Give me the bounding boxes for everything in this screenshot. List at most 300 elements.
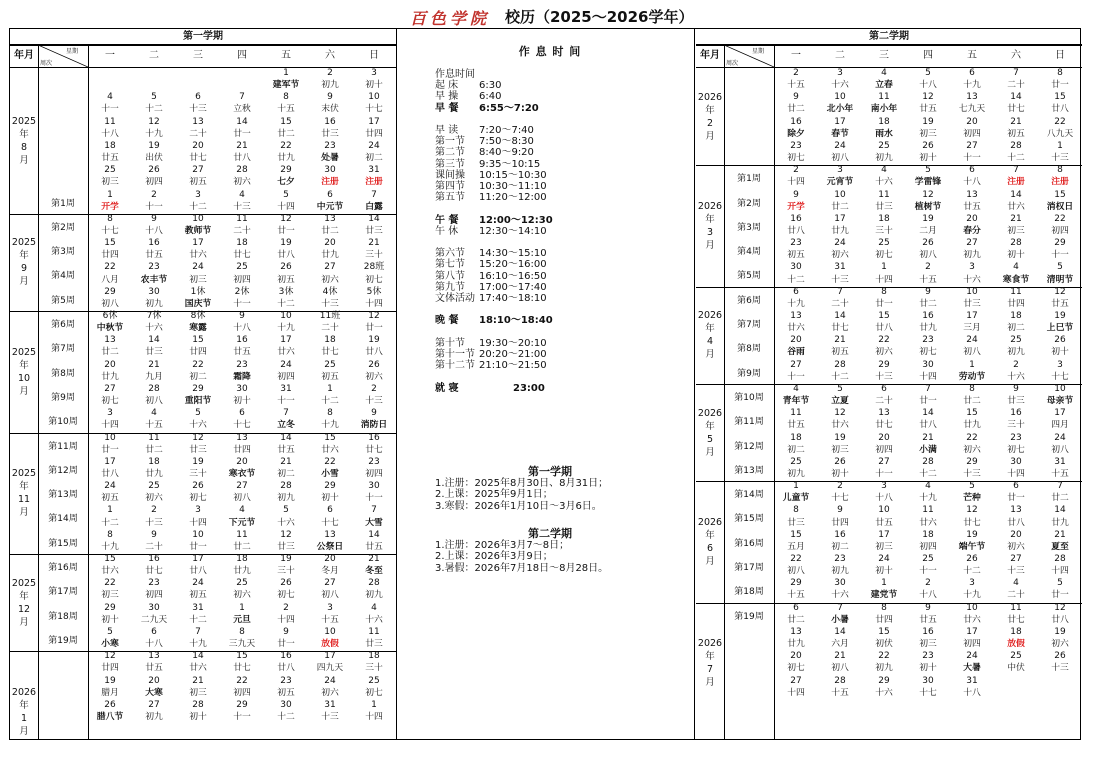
- schedule-item-label: 午 餐: [435, 214, 459, 226]
- date-cell: 8: [107, 213, 113, 224]
- date-cell: 19: [1054, 626, 1066, 637]
- date-cell: 30: [324, 165, 336, 176]
- date-row: [774, 457, 1082, 468]
- lunar-cell: 十九: [101, 541, 119, 552]
- lunar-cell: 廿四: [1007, 298, 1025, 309]
- lunar-cell: 十二: [189, 614, 207, 625]
- schedule-item-label: 课间操: [435, 169, 465, 181]
- lunar-cell: 廿三: [1007, 396, 1025, 407]
- schedule-row: [435, 125, 553, 136]
- lunar-cell: 南小年: [870, 104, 898, 115]
- lunar-cell: 雨水: [875, 128, 893, 139]
- date-cell: 30: [148, 286, 160, 297]
- lunar-cell: 廿九: [145, 468, 163, 479]
- date-cell: 27: [790, 359, 802, 370]
- schedule-row: [435, 80, 553, 91]
- weekday-7: 日: [1055, 50, 1065, 61]
- date-row: [88, 214, 396, 225]
- date-row: [88, 457, 396, 468]
- date-cell: 19: [148, 140, 160, 151]
- lunar-cell: 廿九: [963, 420, 981, 431]
- lunar-row: [88, 299, 396, 310]
- date-cell: 17: [280, 335, 292, 346]
- lunar-cell: 初九: [875, 153, 893, 164]
- date-cell: 23: [922, 651, 934, 662]
- date-cell: 26: [1054, 335, 1066, 346]
- lunar-cell: 大暑: [963, 663, 981, 674]
- lunar-cell: 十二: [919, 468, 937, 479]
- date-cell: 11: [368, 626, 380, 637]
- date-cell: 6: [969, 68, 975, 78]
- lunar-cell: 初二: [831, 541, 849, 552]
- date-cell: 9: [1013, 383, 1019, 394]
- date-cell: 19: [922, 116, 934, 127]
- date-cell: 29: [280, 165, 292, 176]
- schedule-row: [435, 159, 553, 170]
- schedule-row: [435, 271, 553, 282]
- semester2-title: 第二学期: [869, 31, 909, 42]
- schedule-item-time: 12:30～14:10: [479, 225, 547, 237]
- week-label: 第3周: [51, 247, 75, 258]
- date-cell: 3: [371, 68, 377, 78]
- date-row: [774, 530, 1082, 541]
- lunar-row: [774, 153, 1082, 164]
- zhouci-label: 周次: [726, 60, 739, 67]
- lunar-cell: 初六: [321, 274, 339, 285]
- lunar-cell: 初七: [365, 274, 383, 285]
- week-label: 第10周: [734, 392, 764, 403]
- lunar-cell: 廿六: [101, 566, 119, 577]
- lunar-row: [88, 323, 396, 334]
- date-cell: 5: [1057, 578, 1063, 589]
- schedule-item-time: 6:55～7:20: [479, 102, 539, 114]
- lunar-cell: 廿二: [321, 225, 339, 236]
- lunar-cell: 初四: [963, 639, 981, 650]
- lunar-cell: 二十: [321, 323, 339, 334]
- month-label: 2026 年 5 月: [697, 407, 723, 458]
- schedule-item-label: 文体活动: [435, 293, 475, 305]
- schedule-row: [435, 181, 553, 192]
- date-cell: 19: [966, 529, 978, 540]
- lunar-cell: 初三: [919, 128, 937, 139]
- weekday-1: 一: [105, 50, 115, 61]
- date-cell: 2: [1013, 359, 1019, 370]
- schedule-title: 作 息 时 间: [518, 45, 582, 58]
- lunar-cell: 十六: [189, 420, 207, 431]
- date-cell: 7: [837, 602, 843, 613]
- lunar-cell: 二十: [189, 128, 207, 139]
- date-cell: 18: [878, 116, 890, 127]
- date-cell: 25: [236, 578, 248, 589]
- date-cell: 16: [1010, 408, 1022, 419]
- date-cell: 11: [148, 432, 160, 443]
- date-row: [774, 384, 1082, 395]
- lunar-cell: 十四: [277, 201, 295, 212]
- date-cell: 13: [148, 651, 160, 662]
- date-cell: 27: [192, 165, 204, 176]
- date-cell: 31: [834, 262, 846, 273]
- lunar-row: [88, 688, 396, 699]
- lunar-cell: 初十: [101, 614, 119, 625]
- date-cell: 27: [148, 699, 160, 710]
- lunar-cell: 二十: [1007, 80, 1025, 91]
- lunar-cell: 十一: [963, 153, 981, 164]
- lunar-cell: 八月: [101, 274, 119, 285]
- date-cell: [1038, 676, 1082, 687]
- lunar-cell: 十五: [1051, 468, 1069, 479]
- lunar-row: [774, 275, 1082, 286]
- lunar-cell: 初四: [365, 468, 383, 479]
- schedule-item-label: [435, 327, 479, 338]
- lunar-cell: 十四: [365, 298, 383, 309]
- lunar-cell: 初五: [831, 347, 849, 358]
- date-cell: 10: [192, 213, 204, 224]
- schedule-item-label: 第一节: [435, 136, 465, 148]
- week-label: 第11周: [48, 441, 78, 452]
- lunar-cell: 教师节: [184, 225, 212, 236]
- date-cell: 9: [283, 626, 289, 637]
- lunar-cell: 初十: [233, 396, 251, 407]
- date-cell: 30: [1010, 456, 1022, 467]
- lunar-row: [774, 445, 1082, 456]
- page-title: 校历（2025～2026学年）: [505, 8, 694, 26]
- week-label: 第15周: [734, 514, 764, 525]
- date-cell: 25: [878, 140, 890, 151]
- date-cell: 6: [195, 92, 201, 103]
- lunar-cell: 十一: [101, 104, 119, 115]
- schedule-item-label: 第十二节: [435, 360, 475, 372]
- week-header-diagonal: [724, 45, 774, 67]
- schedule-item-label: 起 床: [435, 80, 459, 92]
- date-cell: 4: [239, 505, 245, 516]
- week-label: 第9周: [51, 392, 75, 403]
- lunar-cell: 公祭日: [316, 541, 344, 552]
- lunar-cell: 初二: [189, 371, 207, 382]
- lunar-cell: 十四: [1007, 468, 1025, 479]
- date-cell: 23: [834, 554, 846, 564]
- date-cell: 19: [922, 213, 934, 224]
- date-cell: 3: [837, 165, 843, 176]
- lunar-cell: 廿六: [919, 517, 937, 528]
- lunar-cell: 农丰节: [140, 274, 168, 285]
- lunar-cell: 初十: [875, 566, 893, 577]
- week-label: 第2周: [737, 198, 761, 209]
- date-cell: 31: [324, 699, 336, 710]
- date-cell: 16: [236, 335, 248, 346]
- lunar-cell: 廿三: [277, 541, 295, 552]
- month-label: 2026 年 2 月: [697, 91, 723, 142]
- lunar-cell: 元旦: [233, 614, 251, 625]
- date-cell: 28班: [363, 262, 385, 273]
- date-row: [88, 92, 396, 103]
- date-cell: 7: [371, 189, 377, 200]
- lunar-cell: 廿二: [101, 347, 119, 358]
- lunar-cell: 初七: [875, 250, 893, 261]
- date-cell: 1休: [190, 286, 206, 297]
- date-cell: 25: [104, 165, 116, 176]
- lunar-cell: 初八: [321, 590, 339, 601]
- date-cell: 9: [793, 189, 799, 200]
- date-cell: 13: [324, 213, 336, 224]
- date-row: [88, 481, 396, 492]
- schedule-row: [435, 192, 553, 203]
- schedule-row: [435, 226, 553, 237]
- notes2-item: 3.暑假：2026年7月18日～8月28日。: [435, 562, 609, 574]
- date-cell: 21: [192, 675, 204, 686]
- lunar-cell: 六月: [831, 639, 849, 650]
- semester2-notes: [435, 528, 665, 574]
- date-cell: 19: [280, 554, 292, 564]
- date-cell: 19: [368, 335, 380, 346]
- date-row: [774, 603, 1082, 614]
- date-cell: 24: [966, 335, 978, 346]
- date-cell: 4: [239, 189, 245, 200]
- date-cell: 30: [236, 383, 248, 394]
- lunar-cell: 北小年: [826, 104, 854, 115]
- lunar-cell: 植树节: [914, 201, 942, 212]
- schedule-item-label: 第三节: [435, 158, 465, 170]
- lunar-cell: 廿三: [787, 517, 805, 528]
- date-cell: 5: [969, 481, 975, 492]
- date-row: [88, 676, 396, 687]
- weekday-2: 二: [149, 50, 159, 61]
- date-row: [88, 287, 396, 298]
- date-cell: 29: [236, 699, 248, 710]
- date-cell: 2休: [234, 286, 250, 297]
- date-cell: 16: [834, 529, 846, 540]
- schedule-row: [435, 282, 553, 293]
- date-row: [88, 554, 396, 565]
- date-cell: 23: [280, 675, 292, 686]
- date-cell: 1: [371, 699, 377, 710]
- lunar-row: [774, 639, 1082, 650]
- lunar-cell: 廿三: [145, 347, 163, 358]
- lunar-row: [774, 615, 1082, 626]
- date-cell: 20: [790, 651, 802, 662]
- date-cell: 11: [104, 116, 116, 127]
- date-cell: 7: [283, 408, 289, 419]
- schedule-item-time: 8:40～9:20: [479, 147, 534, 159]
- date-cell: 22: [104, 262, 116, 273]
- date-cell: 16: [280, 651, 292, 662]
- date-cell: 4: [107, 92, 113, 103]
- lunar-cell: 初八: [1051, 444, 1069, 455]
- lunar-cell: 元宵节: [826, 177, 854, 188]
- lunar-row: [774, 104, 1082, 115]
- lunar-row: [88, 518, 396, 529]
- lunar-cell: 十三: [365, 396, 383, 407]
- weekday-header: [88, 45, 396, 67]
- lunar-row: [88, 590, 396, 601]
- lunar-cell: 初八: [233, 493, 251, 504]
- lunar-cell: 小寒: [101, 639, 119, 650]
- weekday-2: 二: [835, 50, 845, 61]
- date-row: [774, 92, 1082, 103]
- date-cell: 23: [148, 578, 160, 589]
- lunar-cell: 廿九: [321, 250, 339, 261]
- lunar-cell: 廿一: [919, 396, 937, 407]
- lunar-row: [88, 347, 396, 358]
- date-cell: 11: [1010, 286, 1022, 297]
- week-label: 第19周: [734, 611, 764, 622]
- date-cell: 10: [280, 311, 292, 321]
- date-cell: 14: [834, 626, 846, 637]
- lunar-cell: 初五: [101, 493, 119, 504]
- lunar-cell: 初四: [277, 371, 295, 382]
- date-cell: 26: [368, 359, 380, 370]
- month-label: 2025 年 9 月: [11, 237, 37, 288]
- date-cell: 11: [236, 529, 248, 540]
- lunar-cell: 消防日: [360, 420, 388, 431]
- schedule-row: [435, 136, 553, 147]
- date-cell: 2: [925, 578, 931, 589]
- calendar-frame: [9, 28, 1081, 740]
- date-cell: 19: [280, 238, 292, 249]
- date-cell: 24: [1054, 432, 1066, 443]
- lunar-row: [774, 372, 1082, 383]
- lunar-cell: 中伏: [1007, 663, 1025, 674]
- date-cell: 14: [1010, 92, 1022, 103]
- date-cell: 10: [368, 92, 380, 103]
- lunar-cell: 廿九: [919, 323, 937, 334]
- lunar-cell: 十二: [277, 711, 295, 722]
- lunar-cell: 十七: [101, 225, 119, 236]
- date-cell: 20: [878, 432, 890, 443]
- lunar-cell: 十二: [963, 566, 981, 577]
- lunar-cell: 十四: [875, 274, 893, 285]
- date-cell: 4: [925, 481, 931, 492]
- schedule-item-time: 6:30: [479, 80, 502, 92]
- week-label: 第3周: [737, 222, 761, 233]
- lunar-cell: 五月: [787, 541, 805, 552]
- lunar-cell: 廿一: [233, 128, 251, 139]
- date-cell: 1: [881, 578, 887, 589]
- lunar-cell: 十七: [365, 104, 383, 115]
- date-cell: 30: [790, 262, 802, 273]
- lunar-cell: 末伏: [321, 104, 339, 115]
- lunar-cell: 初四: [233, 687, 251, 698]
- week-label: 第7周: [737, 320, 761, 330]
- lunar-cell: 芒种: [963, 493, 981, 504]
- header-rule: [696, 45, 1082, 46]
- lunar-cell: 放假: [1007, 639, 1025, 650]
- date-cell: 11: [790, 408, 802, 419]
- lunar-cell: 十四: [919, 371, 937, 382]
- lunar-cell: 三十: [189, 468, 207, 479]
- lunar-cell: 十二: [145, 104, 163, 115]
- week-label: 第4周: [737, 247, 761, 258]
- lunar-row: [774, 347, 1082, 358]
- lunar-cell: 廿九: [233, 566, 251, 577]
- date-cell: 30: [280, 699, 292, 710]
- lunar-cell: 寒食节: [1002, 274, 1030, 285]
- lunar-cell: 廿六: [189, 663, 207, 674]
- date-cell: 17: [834, 213, 846, 224]
- lunar-cell: 十一: [1051, 250, 1069, 261]
- week-label: 第12周: [48, 465, 78, 476]
- date-cell: 29: [878, 359, 890, 370]
- date-cell: 10: [324, 626, 336, 637]
- date-cell: 22: [790, 554, 802, 564]
- date-cell: 5: [151, 92, 157, 103]
- lunar-row: [88, 445, 396, 456]
- lunar-cell: 处暑: [321, 153, 339, 164]
- date-cell: 21: [1054, 529, 1066, 540]
- notes1-item: 2.上课：2025年9月1日；: [435, 489, 553, 500]
- date-cell: 13: [878, 408, 890, 419]
- date-cell: 10: [878, 505, 890, 516]
- notes2-item: 1.注册：2026年3月7～8日；: [435, 539, 570, 551]
- date-cell: 5: [925, 68, 931, 78]
- date-cell: 15: [324, 432, 336, 443]
- lunar-cell: 廿一: [101, 444, 119, 455]
- weekday-3: 三: [193, 50, 203, 61]
- date-row: [774, 360, 1082, 371]
- date-cell: 9: [371, 408, 377, 419]
- lunar-cell: 初十: [1007, 250, 1025, 261]
- date-cell: 13: [324, 529, 336, 540]
- lunar-cell: 十七: [831, 493, 849, 504]
- lunar-cell: 十三: [1051, 663, 1069, 674]
- date-cell: 12: [148, 116, 160, 127]
- date-cell: 5休: [366, 286, 382, 297]
- date-cell: 17: [192, 554, 204, 564]
- lunar-cell: 十八: [101, 128, 119, 139]
- date-cell: 25: [236, 262, 248, 273]
- lunar-cell: 初八: [963, 347, 981, 358]
- lunar-cell: 立夏: [831, 396, 849, 407]
- lunar-cell: 廿九: [277, 153, 295, 164]
- lunar-cell: 廿三: [365, 225, 383, 236]
- lunar-cell: 初三: [919, 639, 937, 650]
- lunar-cell: 廿四: [233, 444, 251, 455]
- lunar-cell: 初十: [919, 153, 937, 164]
- lunar-cell: 中秋节: [96, 323, 124, 334]
- date-cell: 13: [966, 92, 978, 103]
- date-cell: 13: [236, 432, 248, 443]
- date-cell: 27: [324, 578, 336, 589]
- lunar-cell: 廿四: [189, 347, 207, 358]
- lunar-row: [774, 80, 1082, 91]
- date-cell: 5: [195, 408, 201, 419]
- date-cell: 1: [881, 262, 887, 273]
- lunar-cell: 十七: [919, 687, 937, 698]
- lunar-cell: 十六: [1007, 371, 1025, 382]
- lunar-cell: 十一: [365, 493, 383, 504]
- lunar-cell: 初五: [1007, 128, 1025, 139]
- lunar-row: [88, 177, 396, 188]
- schedule-item-time: 16:10～16:50: [479, 270, 547, 282]
- date-cell: 17: [966, 311, 978, 321]
- date-cell: 26: [280, 578, 292, 589]
- date-cell: 3: [969, 262, 975, 273]
- lunar-cell: 十八: [919, 80, 937, 91]
- lunar-cell: 初五: [277, 687, 295, 698]
- lunar-cell: 初五: [189, 590, 207, 601]
- date-cell: 16: [790, 116, 802, 127]
- week-label: 第18周: [734, 587, 764, 598]
- lunar-cell: 初四: [233, 274, 251, 285]
- lunar-cell: [88, 80, 132, 91]
- date-cell: 23: [1010, 432, 1022, 443]
- date-cell: 3: [107, 408, 113, 419]
- schedule-row: [435, 170, 553, 181]
- lunar-row: [774, 542, 1082, 553]
- date-cell: 15: [1054, 189, 1066, 200]
- date-cell: 22: [1054, 213, 1066, 224]
- date-row: [88, 700, 396, 711]
- date-cell: 26: [192, 481, 204, 492]
